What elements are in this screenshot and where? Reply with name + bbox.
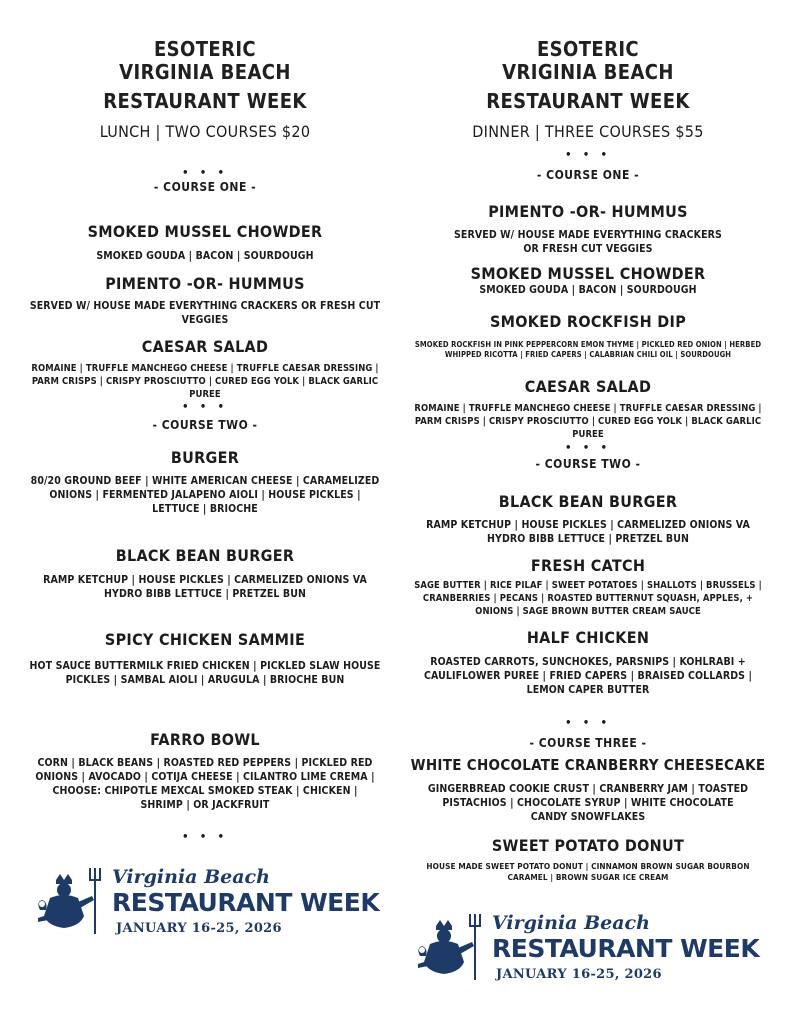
lunch-item-name: BURGER bbox=[170, 448, 240, 467]
dinner-item-name: FRESH CATCH bbox=[530, 556, 646, 575]
lunch-item-desc: SMOKED GOUDA | BACON | SOURDOUGH bbox=[96, 250, 314, 262]
logo-script-text: Virginia Beach bbox=[492, 912, 650, 934]
dinner-title-line3: RESTAURANT WEEK bbox=[486, 89, 690, 113]
lunch-price: LUNCH | TWO COURSES $20 bbox=[99, 122, 311, 141]
logo-title: RESTAURANT WEEK bbox=[112, 888, 380, 917]
lunch-course-two: - COURSE TWO - bbox=[152, 418, 258, 432]
trident-mascot-icon bbox=[414, 912, 494, 982]
lunch-dots-2: • • • bbox=[182, 400, 228, 413]
dinner-item-desc: SMOKED GOUDA | BACON | SOURDOUGH bbox=[479, 284, 697, 296]
dinner-item-name: BLACK BEAN BURGER bbox=[498, 492, 678, 511]
logo-title: RESTAURANT WEEK bbox=[492, 934, 760, 963]
lunch-item-desc: SERVED W/ HOUSE MADE EVERYTHING CRACKERS OR FRESH CUT VEGGIES bbox=[29, 300, 381, 326]
restaurant-week-logo bbox=[34, 866, 384, 941]
lunch-item-desc: ROMAINE | TRUFFLE MANCHEGO CHEESE | TRUFFLE CAESAR DRESSING | PARM CRISPS | CRISPY PROSCIUTTO | CURED EGG YOLK | BLACK GARLIC PUREE bbox=[31, 363, 379, 400]
lunch-dots-1: • • • bbox=[182, 166, 228, 179]
dinner-item-desc: GINGERBREAD COOKIE CRUST | CRANBERRY JAM | TOASTED PISTACHIOS | CHOCOLATE SYRUP | WHITE CHOCOLATE CANDY SNOWFLAKES bbox=[427, 783, 749, 823]
dinner-course-two: - COURSE TWO - bbox=[535, 457, 641, 471]
lunch-item-name: FARRO BOWL bbox=[150, 730, 260, 749]
lunch-item-name: BLACK BEAN BURGER bbox=[115, 546, 295, 565]
dinner-item-name: HALF CHICKEN bbox=[526, 628, 650, 647]
lunch-item-name: SPICY CHICKEN SAMMIE bbox=[104, 630, 306, 649]
lunch-item-name: PIMENTO -OR- HUMMUS bbox=[105, 274, 305, 293]
dinner-dots-3: • • • bbox=[565, 716, 611, 729]
lunch-dots-3: • • • bbox=[182, 830, 228, 843]
dinner-course-one: - COURSE ONE - bbox=[536, 168, 640, 182]
dinner-item-desc: HOUSE MADE SWEET POTATO DONUT | CINNAMON BROWN SUGAR BOURBON CARAMEL | BROWN SUGAR ICE CREAM bbox=[426, 861, 750, 882]
dinner-dots-1: • • • bbox=[565, 148, 611, 161]
lunch-item-name: SMOKED MUSSEL CHOWDER bbox=[87, 222, 323, 241]
dinner-item-desc: ROASTED CARROTS, SUNCHOKES, PARSNIPS | KOHLRABI + CAULIFLOWER PUREE | FRIED CAPERS | BRAISED COLLARDS | LEMON CAPER BUTTER bbox=[424, 656, 752, 696]
lunch-course-one: - COURSE ONE - bbox=[153, 180, 257, 194]
dinner-title-line1: ESOTERIC bbox=[536, 37, 640, 61]
logo-script-text: Virginia Beach bbox=[112, 866, 270, 888]
dinner-dots-2: • • • bbox=[565, 441, 611, 454]
dinner-price: DINNER | THREE COURSES $55 bbox=[472, 122, 704, 141]
dinner-item-name: PIMENTO -OR- HUMMUS bbox=[488, 202, 688, 221]
dinner-item-desc: RAMP KETCHUP | HOUSE PICKLES | CARMELIZED ONIONS VA HYDRO BIBB LETTUCE | PRETZEL BUN bbox=[426, 519, 750, 545]
dinner-title-line2: VRIGINIA BEACH bbox=[502, 60, 674, 84]
dinner-item-name: SMOKED MUSSEL CHOWDER bbox=[470, 264, 706, 283]
logo-dates: JANUARY 16-25, 2026 bbox=[496, 967, 662, 982]
dinner-item-desc: ROMAINE | TRUFFLE MANCHEGO CHEESE | TRUFFLE CAESAR DRESSING | PARM CRISPS | CRISPY PROSCIUTTO | CURED EGG YOLK | BLACK GARLIC PUREE bbox=[414, 403, 762, 440]
lunch-item-desc: 80/20 GROUND BEEF | WHITE AMERICAN CHEESE | CARAMELIZED ONIONS | FERMENTED JALAPENO AIOLI | HOUSE PICKLES | LETTUCE | BRIOCHE bbox=[30, 475, 380, 515]
lunch-item-desc: RAMP KETCHUP | HOUSE PICKLES | CARMELIZED ONIONS VA HYDRO BIBB LETTUCE | PRETZEL BUN bbox=[43, 574, 367, 600]
logo-dates: JANUARY 16-25, 2026 bbox=[116, 921, 282, 936]
restaurant-week-logo bbox=[414, 912, 774, 987]
dinner-item-name: CAESAR SALAD bbox=[524, 377, 652, 396]
lunch-title-line3: RESTAURANT WEEK bbox=[103, 89, 307, 113]
dinner-item-desc: SERVED W/ HOUSE MADE EVERYTHING CRACKERS OR FRESH CUT VEGGIES bbox=[454, 229, 722, 255]
dinner-item-name: WHITE CHOCOLATE CRANBERRY CHEESECAKE bbox=[410, 756, 766, 774]
dinner-item-name: SWEET POTATO DONUT bbox=[491, 836, 685, 855]
dinner-item-desc: SAGE BUTTER | RICE PILAF | SWEET POTATOES | SHALLOTS | BRUSSELS | CRANBERRIES | PECANS | ROASTED BUTTERNUT SQUASH, APPLES, + ONIONS | SAGE BROWN BUTTER CREAM SAUCE bbox=[414, 580, 762, 617]
dinner-course-three: - COURSE THREE - bbox=[529, 736, 647, 750]
dinner-item-name: SMOKED ROCKFISH DIP bbox=[489, 312, 687, 331]
lunch-item-desc: CORN | BLACK BEANS | ROASTED RED PEPPERS | PICKLED RED ONIONS | AVOCADO | COTIJA CHEESE | CILANTRO LIME CREMA | CHOOSE: CHIPOTLE MEXCAL SMOKED STEAK | CHICKEN | SHRIMP | OR JACKFRUIT bbox=[35, 757, 375, 811]
trident-mascot-icon bbox=[34, 866, 114, 936]
dinner-item-desc: SMOKED ROCKFISH IN PINK PEPPERCORN EMON THYME | PICKLED RED ONION | HERBED WHIPPED RICOTTA | FRIED CAPERS | CALABRIAN CHILI OIL | SOURDOUGH bbox=[414, 340, 762, 359]
lunch-item-desc: HOT SAUCE BUTTERMILK FRIED CHICKEN | PICKLED SLAW HOUSE PICKLES | SAMBAL AIOLI | ARUGULA | BRIOCHE BUN bbox=[29, 660, 381, 686]
lunch-item-name: CAESAR SALAD bbox=[141, 337, 269, 356]
lunch-title-line2: VIRGINIA BEACH bbox=[119, 60, 291, 84]
lunch-title-line1: ESOTERIC bbox=[153, 37, 257, 61]
